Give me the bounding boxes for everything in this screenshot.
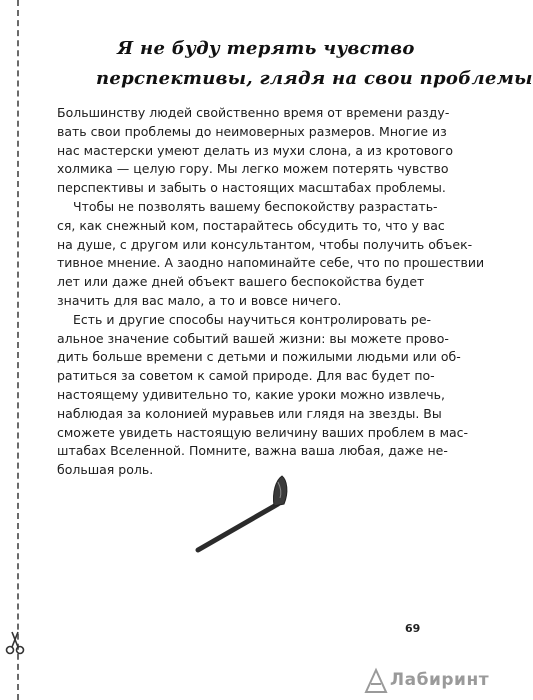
heading-line: Я не буду терять чувство — [117, 38, 415, 59]
page-heading — [96, 34, 533, 94]
paragraph — [57, 311, 469, 480]
text-line: лет или даже дней объект вашего беспокойства будет — [57, 274, 425, 290]
text-line: Есть и другие способы научиться контролировать ре- — [73, 311, 432, 327]
text-line: нас мастерски умеют делать из мухи слона, а из кротового — [57, 142, 453, 158]
text-line: значить для вас мало, а то и вовсе ничего. — [57, 292, 342, 308]
text-line: большая роль. — [57, 462, 154, 478]
text-line: тивное мнение. А заодно напоминайте себе, что по прошествии — [57, 255, 485, 271]
text-line: перспективы и забыть о настоящих масштабах проблемы. — [57, 180, 446, 196]
text-line: настоящему удивительно то, какие уроки можно извлечь, — [57, 386, 445, 402]
text-line: Большинству людей свойственно время от времени разду- — [57, 105, 450, 120]
text-line: вать свои проблемы до неимоверных размеров. Многие из — [57, 123, 447, 139]
text-line: Чтобы не позволять вашему беспокойству разрастать- — [73, 198, 438, 214]
heading-line: перспективы, глядя на свои проблемы — [96, 68, 533, 89]
paragraph — [57, 104, 453, 198]
text-line: наблюдая за колонией муравьев или глядя на звезды. Вы — [57, 405, 442, 421]
text-line: сможете увидеть настоящую величину ваших проблем в мас- — [57, 424, 469, 440]
match-stick-illustration — [190, 470, 300, 560]
text-line: ся, как снежный ком, постарайтесь обсудить то, что у вас — [57, 217, 445, 233]
watermark-text: Лабиринт — [390, 670, 490, 690]
text-line: ратиться за советом к самой природе. Для вас будет по- — [57, 368, 435, 384]
text-line: холмика — целую гору. Мы легко можем потерять чувство — [57, 161, 449, 177]
scissors-icon — [4, 630, 26, 656]
body-text — [57, 104, 485, 480]
text-line: на душе, с другом или консультантом, чтобы получить объек- — [57, 236, 473, 252]
text-line: альное значение событий вашей жизни: вы можете прово- — [57, 330, 449, 346]
text-line: дить больше времени с детьми и пожилыми людьми или об- — [57, 349, 461, 365]
cut-line — [17, 0, 19, 700]
paragraph — [57, 198, 485, 311]
page-number: 69 — [405, 622, 421, 635]
text-line: штабах Вселенной. Помните, важна ваша любая, даже не- — [57, 443, 448, 459]
